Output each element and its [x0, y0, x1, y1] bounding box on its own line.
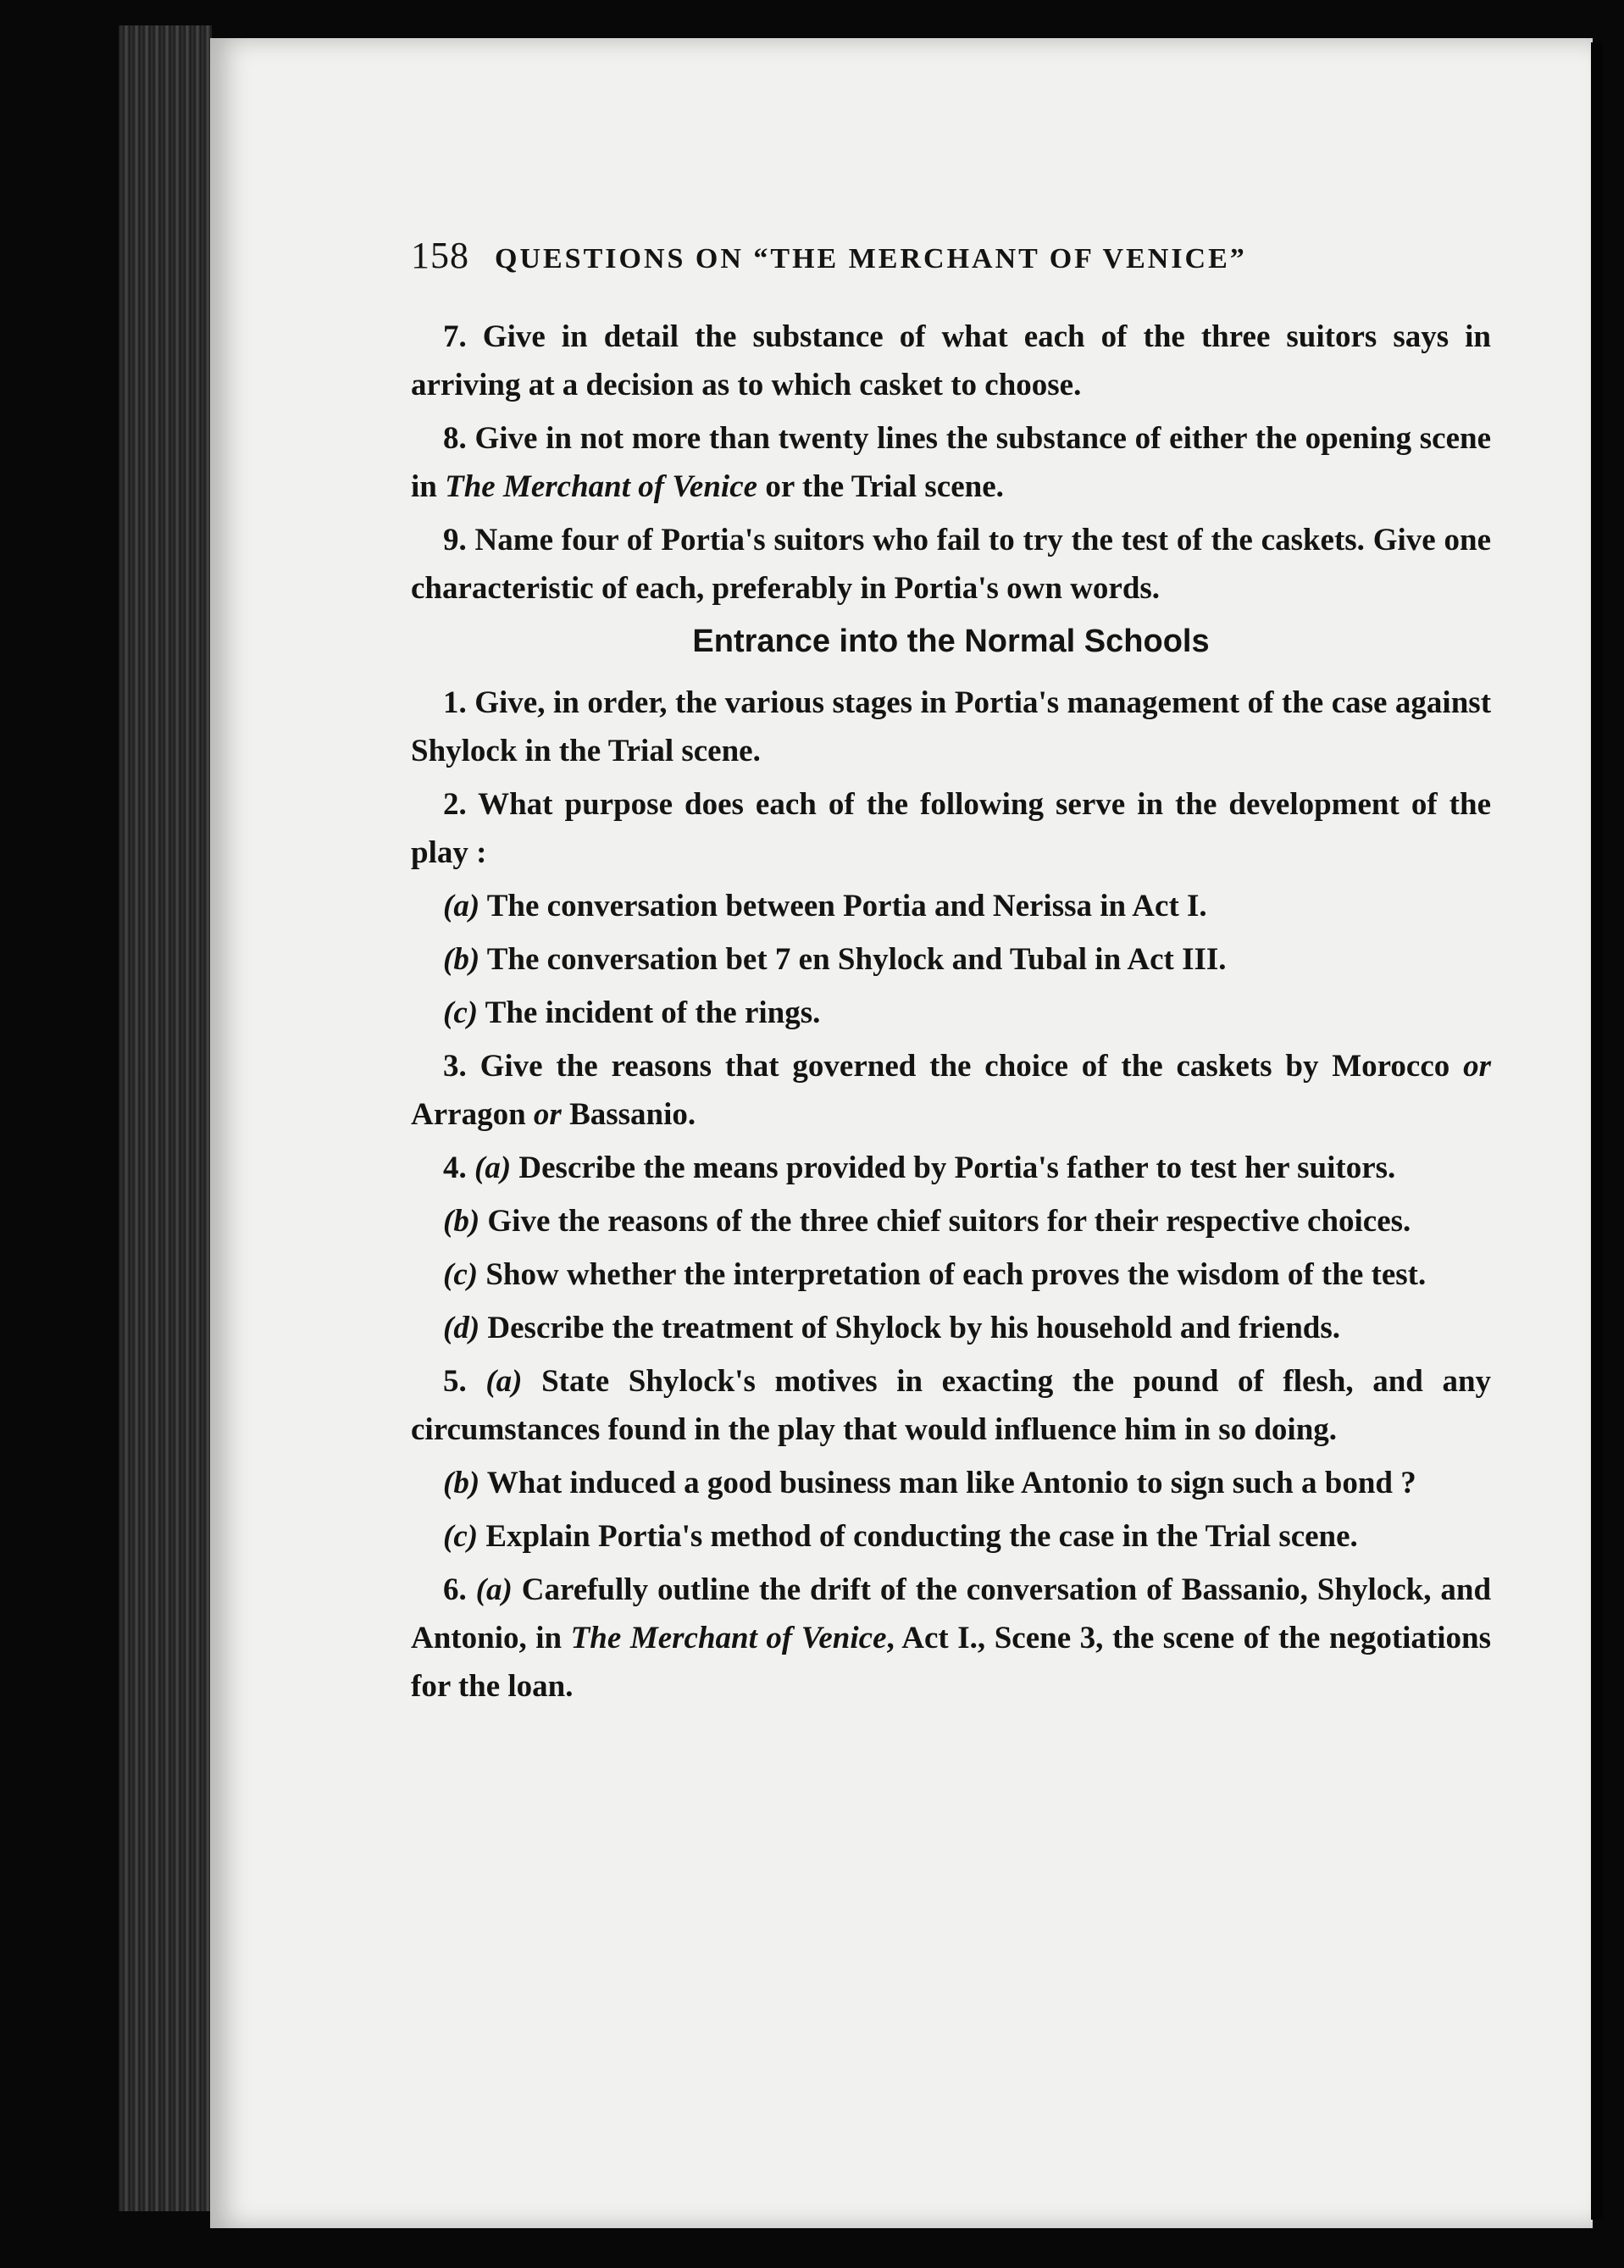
subquestion-text: Show whether the interpretation of each proves the wisdom of the test.	[485, 1257, 1427, 1292]
question-4a	[411, 1144, 1491, 1192]
page-edge-shadow	[1591, 42, 1603, 2220]
question-text: Give the reasons that governed the choice of the caskets by Morocco	[479, 1049, 1464, 1084]
question-text: Give, in order, the various stages in Portia's management of the case against Shylock in the Trial scene.	[411, 685, 1492, 768]
subquestion-text: The conversation bet 7 en Shylock and Tubal in Act III.	[486, 942, 1227, 977]
question-2	[411, 780, 1491, 877]
question-9	[411, 516, 1491, 613]
subquestion-mark: (d)	[443, 1311, 480, 1345]
question-5b	[411, 1459, 1491, 1507]
question-8	[411, 414, 1491, 511]
question-text: State Shylock's motives in exacting the pound of flesh, and any circumstances found in the play that would influence him in so doing.	[411, 1364, 1492, 1447]
subquestion-text: Give the reasons of the three chief suitors for their respective choices.	[487, 1204, 1411, 1239]
subquestion-text: Explain Portia's method of conducting the case in the Trial scene.	[485, 1519, 1358, 1554]
question-5c	[411, 1512, 1491, 1561]
question-text: Give in not more than twenty lines the substance of either the opening scene in	[411, 421, 1491, 504]
question-number: 8.	[443, 421, 467, 456]
question-6a	[411, 1566, 1491, 1711]
question-5a	[411, 1357, 1491, 1454]
question-4c	[411, 1250, 1491, 1299]
subquestion-mark: (a)	[443, 889, 480, 923]
question-number: 3.	[443, 1049, 467, 1084]
or-italic: or	[1463, 1049, 1492, 1084]
subquestion-text: The conversation between Portia and Nerissa in Act I.	[486, 889, 1207, 923]
question-7	[411, 313, 1491, 409]
subquestion-mark: (a)	[474, 1151, 512, 1185]
question-2b	[411, 935, 1491, 984]
question-1	[411, 679, 1491, 775]
question-2c	[411, 989, 1491, 1037]
subquestion-mark: (b)	[443, 1204, 480, 1239]
play-title: The Merchant of Venice	[445, 469, 758, 504]
or-italic: or	[533, 1097, 562, 1132]
question-4d	[411, 1304, 1491, 1352]
section-heading: Entrance into the Normal Schools	[692, 624, 1210, 659]
play-title: The Merchant of Venice	[570, 1621, 887, 1655]
subquestion-mark: (b)	[443, 1466, 480, 1500]
subquestion-mark: (a)	[485, 1364, 523, 1399]
question-number: 1.	[443, 685, 467, 720]
question-text-end: or the Trial scene.	[757, 469, 1004, 504]
question-text-mid: Arragon	[411, 1097, 534, 1132]
question-number: 2.	[443, 787, 467, 822]
book-gutter	[119, 25, 212, 2211]
subquestion-mark: (c)	[443, 995, 479, 1030]
question-text: Describe the means provided by Portia's father to test her suitors.	[518, 1151, 1396, 1185]
subquestion-text: What induced a good business man like Antonio to sign such a bond ?	[486, 1466, 1416, 1500]
question-text: Name four of Portia's suitors who fail to try the test of the caskets. Give one characteristic of each, preferably in Portia's own words.	[411, 523, 1491, 606]
question-number: 5.	[443, 1364, 467, 1399]
question-number: 4.	[443, 1151, 467, 1185]
subquestion-mark: (b)	[443, 942, 480, 977]
question-text: Give in detail the substance of what each of the three suitors says in arriving at a decision as to which casket to choose.	[411, 319, 1492, 402]
subquestion-mark: (c)	[443, 1257, 479, 1292]
question-text: What purpose does each of the following serve in the development of the play :	[411, 787, 1491, 870]
subquestion-mark: (a)	[475, 1572, 513, 1607]
subquestion-text: The incident of the rings.	[485, 995, 821, 1030]
running-title: QUESTIONS ON “THE MERCHANT OF VENICE”	[495, 243, 1247, 274]
question-number: 6.	[443, 1572, 467, 1607]
question-3	[411, 1042, 1491, 1139]
question-2a	[411, 882, 1491, 930]
subquestion-mark: (c)	[443, 1519, 479, 1554]
page-number: 158	[411, 235, 469, 276]
question-text: Carefully outline the drift of the conversation of Bassanio, Shylock, and Antonio, in	[411, 1572, 1492, 1655]
question-text-end: , Act I., Scene 3, the scene of the negotiations for the loan.	[411, 1621, 1491, 1704]
running-header	[411, 234, 1491, 277]
question-number: 9.	[443, 523, 467, 557]
page-content	[411, 227, 1491, 1716]
question-number: 7.	[443, 319, 467, 354]
question-text-end: Bassanio.	[561, 1097, 696, 1132]
subquestion-text: Describe the treatment of Shylock by his household and friends.	[487, 1311, 1341, 1345]
question-4b	[411, 1197, 1491, 1245]
